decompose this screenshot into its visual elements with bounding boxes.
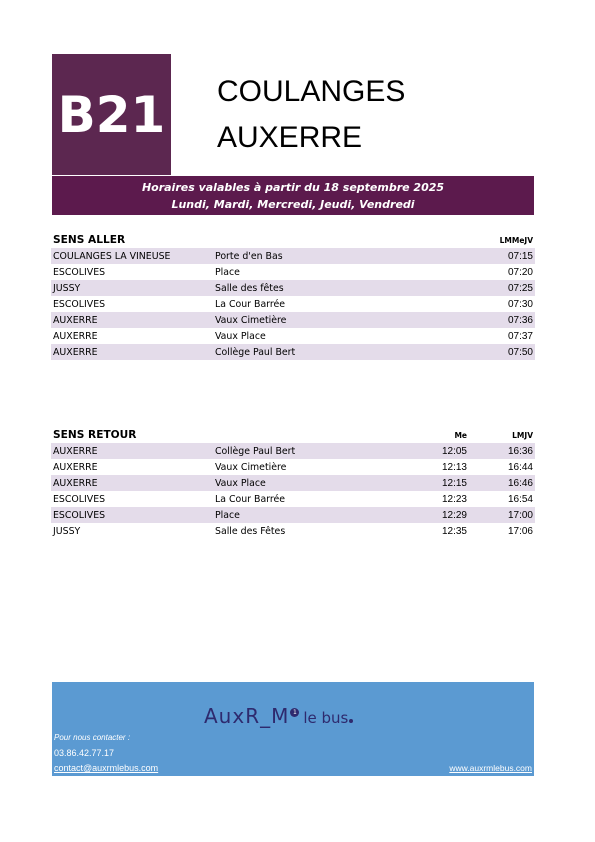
commune-cell: ESCOLIVES: [51, 491, 213, 507]
stop-cell: La Cour Barrée: [213, 491, 403, 507]
table-row: [51, 507, 535, 523]
table-row: [51, 491, 535, 507]
stop-cell: La Cour Barrée: [213, 296, 403, 312]
stop-cell: Salle des Fêtes: [213, 523, 403, 539]
column-header: Me: [454, 430, 467, 440]
auxrm-logo: [204, 704, 353, 738]
contact-label: Pour nous contacter :: [54, 733, 131, 742]
time-cell: 07:20: [469, 264, 535, 280]
line-number-badge: B21: [52, 54, 171, 175]
table-row: [51, 248, 535, 264]
contact-footer: [52, 682, 534, 776]
table-row: [51, 264, 535, 280]
time-cell: 07:36: [469, 312, 535, 328]
commune-cell: ESCOLIVES: [51, 264, 213, 280]
stop-cell: Collège Paul Bert: [213, 344, 403, 360]
time-cell: 16:44: [469, 459, 535, 475]
destination-origin: COULANGES: [217, 75, 406, 108]
time-cell: 17:00: [469, 507, 535, 523]
table-row: [51, 475, 535, 491]
time-cell: 12:13: [403, 459, 469, 475]
validity-banner: [52, 176, 534, 215]
time-cell: 16:46: [469, 475, 535, 491]
stop-cell: Place: [213, 507, 403, 523]
time-cell: 16:54: [469, 491, 535, 507]
validity-text: Horaires valables à partir du 18 septembre 2025: [141, 180, 445, 194]
logo-badge-icon: 1: [290, 708, 299, 717]
commune-cell: AUXERRE: [51, 443, 213, 459]
table-row: [51, 312, 535, 328]
stop-cell: Vaux Cimetière: [213, 312, 403, 328]
table-row: [51, 523, 535, 539]
email-link[interactable]: contact@auxrmlebus.com: [54, 763, 159, 773]
time-cell: 12:05: [403, 443, 469, 459]
timetable-aller: [51, 232, 535, 360]
destination-terminus: AUXERRE: [217, 121, 363, 154]
phone-number[interactable]: 03.86.42.77.17: [54, 748, 115, 758]
table-row: [51, 344, 535, 360]
logo-dot-icon: [349, 719, 353, 723]
commune-cell: AUXERRE: [51, 328, 213, 344]
time-cell: 07:15: [469, 248, 535, 264]
logo-wordmark: AuxR_M: [204, 704, 290, 728]
commune-cell: AUXERRE: [51, 344, 213, 360]
column-header: LMMeJV: [499, 235, 533, 245]
table-row: [51, 459, 535, 475]
stop-cell: Vaux Place: [213, 475, 403, 491]
time-cell: 12:15: [403, 475, 469, 491]
time-cell: 17:06: [469, 523, 535, 539]
commune-cell: AUXERRE: [51, 459, 213, 475]
section-title: SENS RETOUR: [53, 429, 137, 441]
timetable-retour: [51, 427, 535, 539]
time-cell: 07:25: [469, 280, 535, 296]
stop-cell: Collège Paul Bert: [213, 443, 403, 459]
section-title: SENS ALLER: [53, 234, 126, 246]
time-cell: 07:30: [469, 296, 535, 312]
logo-subtitle: le bus: [303, 709, 349, 727]
commune-cell: ESCOLIVES: [51, 296, 213, 312]
table-row: [51, 443, 535, 459]
commune-cell: JUSSY: [51, 280, 213, 296]
stop-cell: Vaux Place: [213, 328, 403, 344]
time-cell: 12:29: [403, 507, 469, 523]
commune-cell: COULANGES LA VINEUSE: [51, 248, 213, 264]
table-row: [51, 296, 535, 312]
stop-cell: Porte d'en Bas: [213, 248, 403, 264]
stop-cell: Salle des fêtes: [213, 280, 403, 296]
days-text: Lundi, Mardi, Mercredi, Jeudi, Vendredi: [171, 197, 415, 211]
commune-cell: JUSSY: [51, 523, 213, 539]
column-header: LMJV: [512, 430, 533, 440]
table-row: [51, 328, 535, 344]
timetable-header-row: [51, 232, 535, 248]
timetable-header-row: [51, 427, 535, 443]
time-cell: 12:23: [403, 491, 469, 507]
stop-cell: Place: [213, 264, 403, 280]
commune-cell: ESCOLIVES: [51, 507, 213, 523]
time-cell: 07:37: [469, 328, 535, 344]
time-cell: 07:50: [469, 344, 535, 360]
time-cell: 12:35: [403, 523, 469, 539]
commune-cell: AUXERRE: [51, 475, 213, 491]
commune-cell: AUXERRE: [51, 312, 213, 328]
table-row: [51, 280, 535, 296]
stop-cell: Vaux Cimetière: [213, 459, 403, 475]
time-cell: 16:36: [469, 443, 535, 459]
website-link[interactable]: www.auxrmlebus.com: [449, 763, 532, 773]
